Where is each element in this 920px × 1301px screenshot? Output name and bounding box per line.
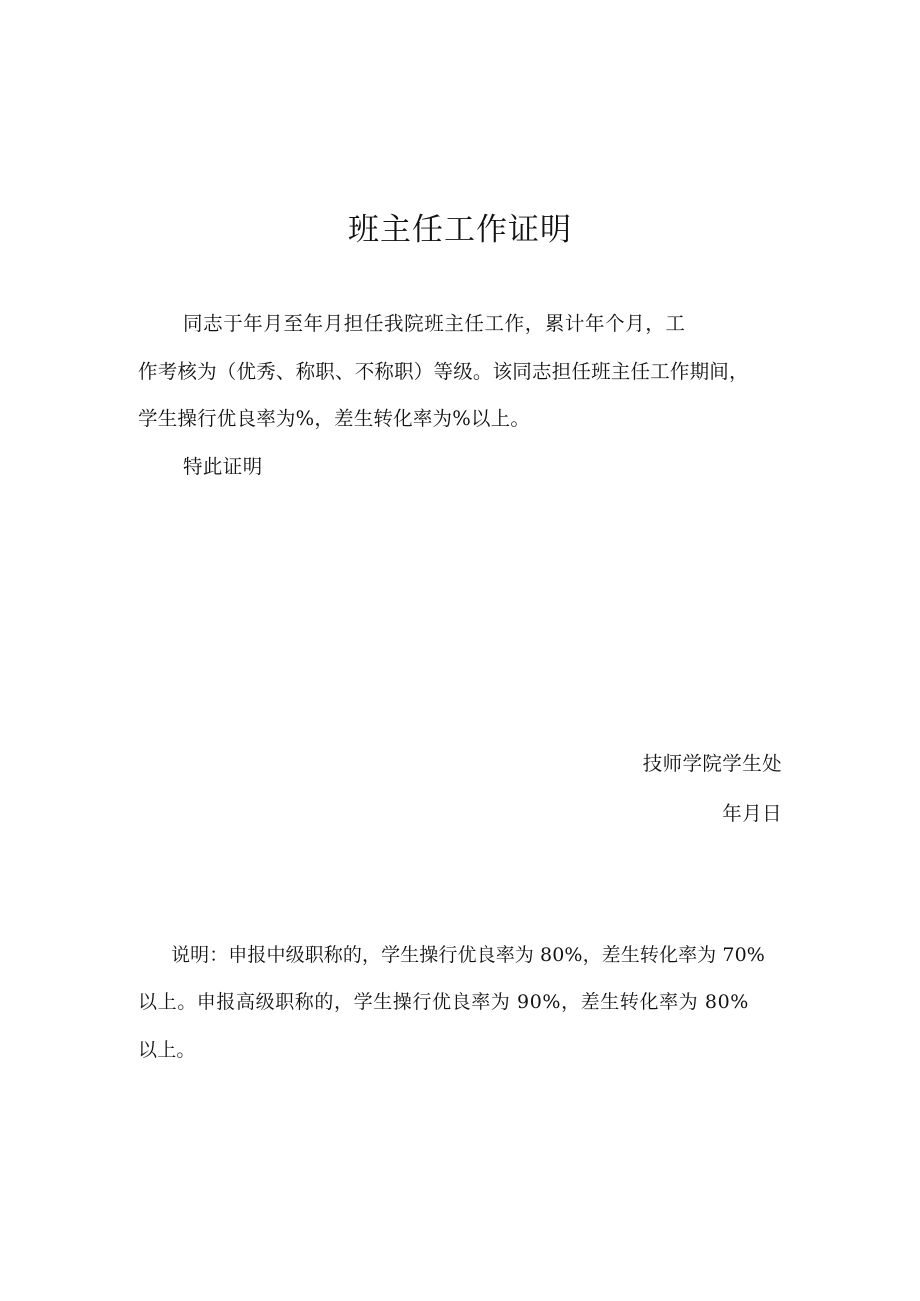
- body-line-1: 同志于年月至年月担任我院班主任工作，累计年个月，工: [183, 312, 686, 335]
- document-title: 班主任工作证明: [348, 212, 572, 248]
- body-line-2: 作考核为（优秀、称职、不称职）等级。该同志担任班主任工作期间，: [138, 360, 749, 383]
- issuer-name: 技师学院学生处: [642, 752, 782, 775]
- note-line-2: 以上。申报高级职称的，学生操行优良率为 90%，差生转化率为 80%: [138, 991, 749, 1013]
- issue-date: 年月日: [722, 802, 782, 825]
- note-line-1: 说明：申报中级职称的，学生操行优良率为 80%，差生转化率为 70%: [171, 944, 765, 966]
- certification-statement: 特此证明: [183, 455, 263, 478]
- body-line-3: 学生操行优良率为%，差生转化率为%以上。: [138, 407, 531, 430]
- note-line-3: 以上。: [138, 1039, 196, 1061]
